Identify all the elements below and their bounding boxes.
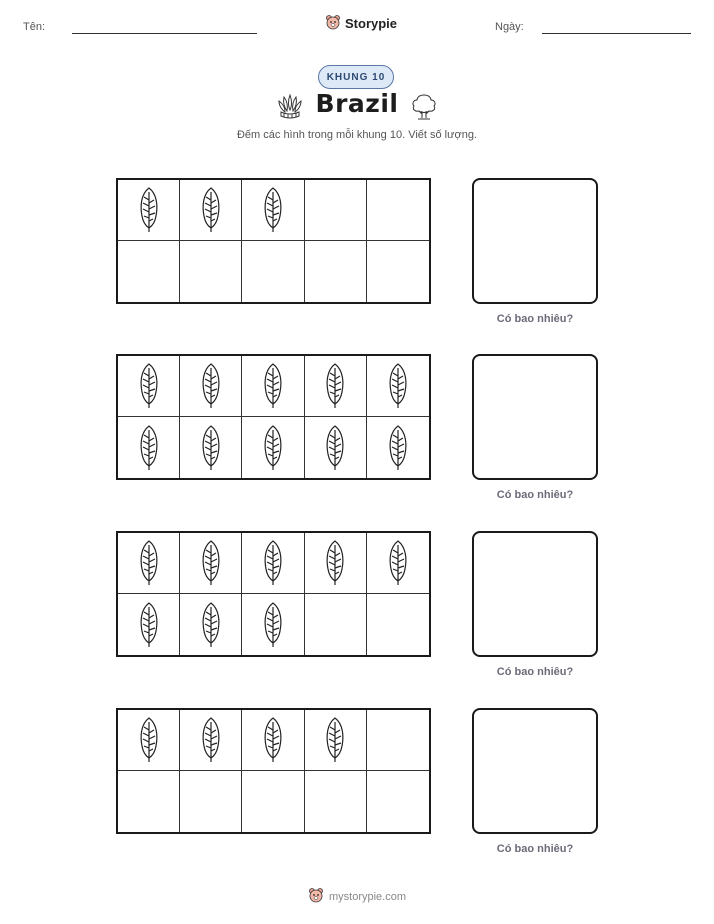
frame-cell — [367, 241, 429, 302]
frame-cell — [305, 356, 367, 417]
frame-cell — [242, 356, 304, 417]
frame-cell — [118, 241, 180, 302]
feather-icon — [137, 539, 161, 587]
instructions: Đếm các hình trong mỗi khung 10. Viết số lượng. — [236, 129, 477, 141]
feather-icon — [199, 601, 223, 649]
feather-icon — [386, 362, 410, 410]
frame-cell — [305, 180, 367, 241]
frame-cell — [242, 771, 304, 832]
feather-icon — [137, 186, 161, 234]
question-label-1: Có bao nhiêu? — [496, 313, 574, 325]
frame-cell — [242, 241, 304, 302]
feather-icon — [261, 362, 285, 410]
frame-cell — [118, 180, 180, 241]
feather-icon — [199, 716, 223, 764]
frame-cell — [180, 356, 242, 417]
name-line[interactable] — [72, 33, 257, 34]
question-label-4: Có bao nhiêu? — [496, 843, 574, 855]
frame-cell — [367, 356, 429, 417]
frame-cell — [242, 710, 304, 771]
tree-icon — [410, 92, 438, 127]
frame-cell — [118, 417, 180, 478]
frame-cell — [367, 594, 429, 655]
bear-icon — [308, 887, 324, 906]
ten-frame-1 — [116, 178, 431, 304]
frame-cell — [367, 771, 429, 832]
frame-cell — [242, 180, 304, 241]
frame-cell — [242, 417, 304, 478]
frame-cell — [305, 533, 367, 594]
frame-cell — [367, 710, 429, 771]
ten-frame-2 — [116, 354, 431, 480]
frame-cell — [118, 710, 180, 771]
frame-cell — [367, 417, 429, 478]
feather-icon — [137, 716, 161, 764]
frame-cell — [305, 417, 367, 478]
answer-box-1[interactable] — [472, 178, 598, 304]
frame-cell — [242, 594, 304, 655]
feather-icon — [199, 424, 223, 472]
ten-frame-4 — [116, 708, 431, 834]
feather-icon — [199, 539, 223, 587]
brand-name: Storypie — [345, 16, 398, 31]
brand-logo — [325, 14, 397, 33]
feather-icon — [137, 362, 161, 410]
frame-cell — [180, 533, 242, 594]
frame-cell — [118, 356, 180, 417]
frame-cell — [305, 771, 367, 832]
frame-cell — [118, 594, 180, 655]
bear-icon — [325, 14, 341, 33]
frame-cell — [242, 533, 304, 594]
frame-cell — [118, 771, 180, 832]
frame-cell — [180, 771, 242, 832]
answer-box-3[interactable] — [472, 531, 598, 657]
frame-cell — [305, 594, 367, 655]
feather-icon — [199, 186, 223, 234]
frame-cell — [305, 241, 367, 302]
frame-cell — [367, 180, 429, 241]
answer-box-4[interactable] — [472, 708, 598, 834]
feather-icon — [323, 424, 347, 472]
frame-cell — [180, 594, 242, 655]
name-label: Tên: — [23, 21, 46, 33]
feather-icon — [323, 716, 347, 764]
ten-frame-3 — [116, 531, 431, 657]
feather-icon — [386, 424, 410, 472]
question-label-2: Có bao nhiêu? — [496, 489, 574, 501]
feather-icon — [137, 424, 161, 472]
page-title: Brazil — [315, 89, 399, 118]
date-label: Ngày: — [495, 21, 524, 33]
feather-icon — [137, 601, 161, 649]
feather-icon — [323, 539, 347, 587]
answer-box-2[interactable] — [472, 354, 598, 480]
feather-icon — [261, 601, 285, 649]
frame-cell — [180, 180, 242, 241]
worksheet-badge: KHUNG 10 — [318, 65, 394, 89]
frame-cell — [305, 710, 367, 771]
feather-icon — [199, 362, 223, 410]
feather-icon — [386, 539, 410, 587]
frame-cell — [180, 417, 242, 478]
frame-cell — [180, 241, 242, 302]
frame-cell — [180, 710, 242, 771]
feather-icon — [261, 186, 285, 234]
feather-icon — [323, 362, 347, 410]
question-label-3: Có bao nhiêu? — [496, 666, 574, 678]
footer — [0, 887, 714, 906]
frame-cell — [118, 533, 180, 594]
footer-url: mystorypie.com — [328, 890, 407, 903]
date-line[interactable] — [542, 33, 691, 34]
frame-cell — [367, 533, 429, 594]
feather-icon — [261, 539, 285, 587]
feather-icon — [261, 424, 285, 472]
feather-icon — [261, 716, 285, 764]
